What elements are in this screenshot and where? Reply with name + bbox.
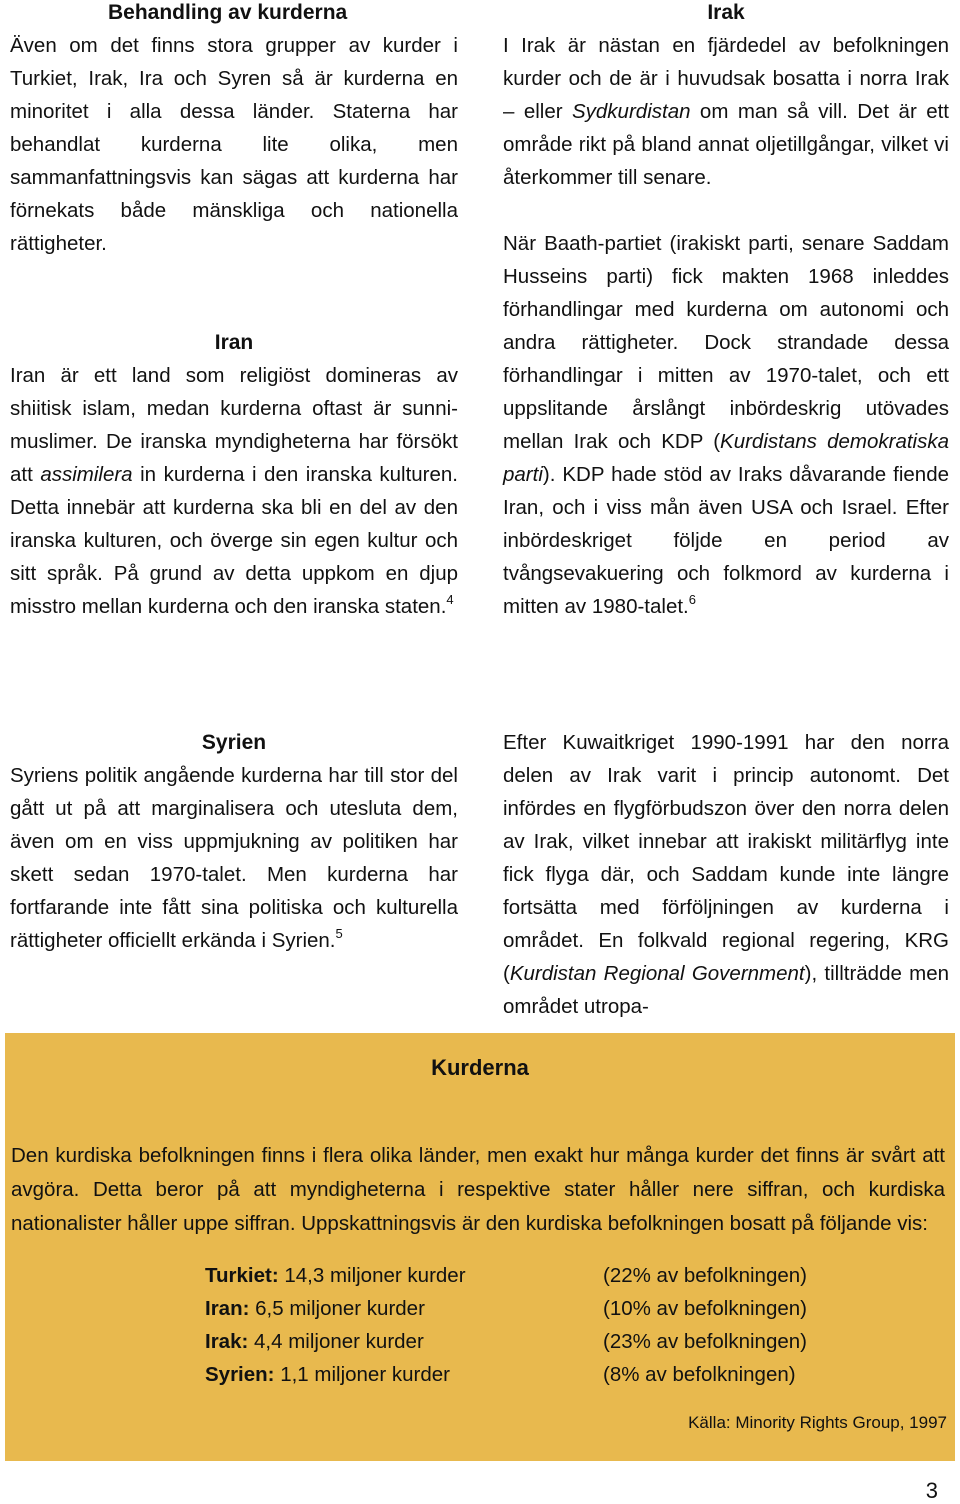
paragraph-irak-1: I Irak är nästan en fjärdedel av befolkningen kurder och de är i huvudsak bosatta i norra Irak – eller Sydkurdistan om man så vill. Det är ett område rikt på bland annat oljetillgångar, vilket vi återkommer till senare. (503, 34, 949, 189)
irak-continued (503, 726, 949, 1023)
footnote-ref: 5 (335, 926, 343, 941)
heading-irak: Irak (707, 1, 745, 24)
page-number: 3 (925, 1478, 938, 1503)
population-share: (23% av befolkningen) (603, 1330, 807, 1353)
population-row: Iran: 6,5 miljoner kurder (205, 1297, 425, 1320)
population-share: (22% av befolkningen) (603, 1264, 807, 1287)
paragraph-irak-2: När Baath-partiet (irakiskt parti, senare Saddam Husseins parti) fick makten 1968 inleddes förhandlingar med kurderna om autonomi och andra rättigheter. Dock strandade dessa förhandlingar i mitten av 1970-talet, och ett uppslitande årslångt inbördeskrig utövades mellan Irak och KDP (Kurdistans demokratiska parti). KDP hade stöd av Iraks dåvarande fiende Iran, och i viss mån även USA och Israel. Efter inbördeskriget följde en period av tvångsevakuering och folkmord av kurderna i mitten av 1980-talet.$^6$ (503, 232, 949, 618)
box-intro: Den kurdiska befolkningen finns i flera olika länder, men exakt hur många kurder det finns är svårt att avgöra. Detta beror på att myndigheterna i respektive stater håller nere siffran, och kurdiska nationalister håller uppe siffran. Uppskattningsvis är den kurdiska befolkningen bosatt på följande vis: (11, 1144, 945, 1235)
right-column (503, 0, 949, 623)
heading-syrien: Syrien (201, 731, 267, 754)
source-citation: Källa: Minority Rights Group, 1997 (688, 1413, 947, 1432)
paragraph-irak-3: Efter Kuwaitkriget 1990-1991 har den norra delen av Irak varit i princip autonomt. Det infördes en flygförbudszon över den norra delen av Irak, vilket innebar att irakiskt militärflyg inte fick flyga där, och Saddam kunde inte längre fortsätta med förföljningen av kurderna i området. En folkvald regional regering, KRG (Kurdistan Regional Government), tillträdde men området utropa- (503, 731, 950, 1018)
footnote-ref: 6 (688, 592, 696, 607)
population-share: (8% av befolkningen) (603, 1363, 796, 1386)
population-row: Syrien: 1,1 miljoner kurder (205, 1363, 450, 1386)
footnote-ref: 4 (446, 592, 454, 607)
left-column (10, 0, 458, 260)
paragraph-iran: Iran är ett land som religiöst domineras av shiitisk islam, medan kurderna oftast är sunni-muslimer. De iranska myndigheterna har försökt att assimilera in kurderna i den iranska kulturen. Detta innebär att kurderna ska bli en del av den iranska kulturen, och överge sin egen kultur och sitt språk. På grund av detta uppkom en djup misstro mellan kurderna och den iranska staten.$^4$ (10, 364, 458, 618)
population-row: Turkiet: 14,3 miljoner kurder (205, 1264, 466, 1287)
syrien-section (10, 726, 458, 957)
heading-behandling: Behandling av kurderna (108, 1, 348, 24)
kurderna-fact-box (5, 1033, 955, 1461)
box-title: Kurderna (431, 1055, 529, 1080)
population-share: (10% av befolkningen) (603, 1297, 807, 1320)
heading-iran: Iran (214, 331, 254, 354)
paragraph-syrien: Syriens politik angående kurderna har till stor del gått ut på att marginalisera och utesluta dem, även om en viss uppmjukning av politiken har skett sedan 1970-talet. Men kurderna har fortfarande inte fått sina politiska och kulturella rättigheter officiellt erkända i Syrien.$^5$ (10, 764, 458, 952)
iran-section (10, 326, 458, 623)
population-row: Irak: 4,4 miljoner kurder (205, 1330, 424, 1353)
paragraph-behandling: Även om det finns stora grupper av kurder i Turkiet, Irak, Ira och Syren så är kurderna en minoritet i alla dessa länder. Staterna har behandlat kurderna lite olika, men sammanfattningsvis kan sägas att kurderna har förnekats både mänskliga och nationella rättigheter. (10, 34, 458, 255)
